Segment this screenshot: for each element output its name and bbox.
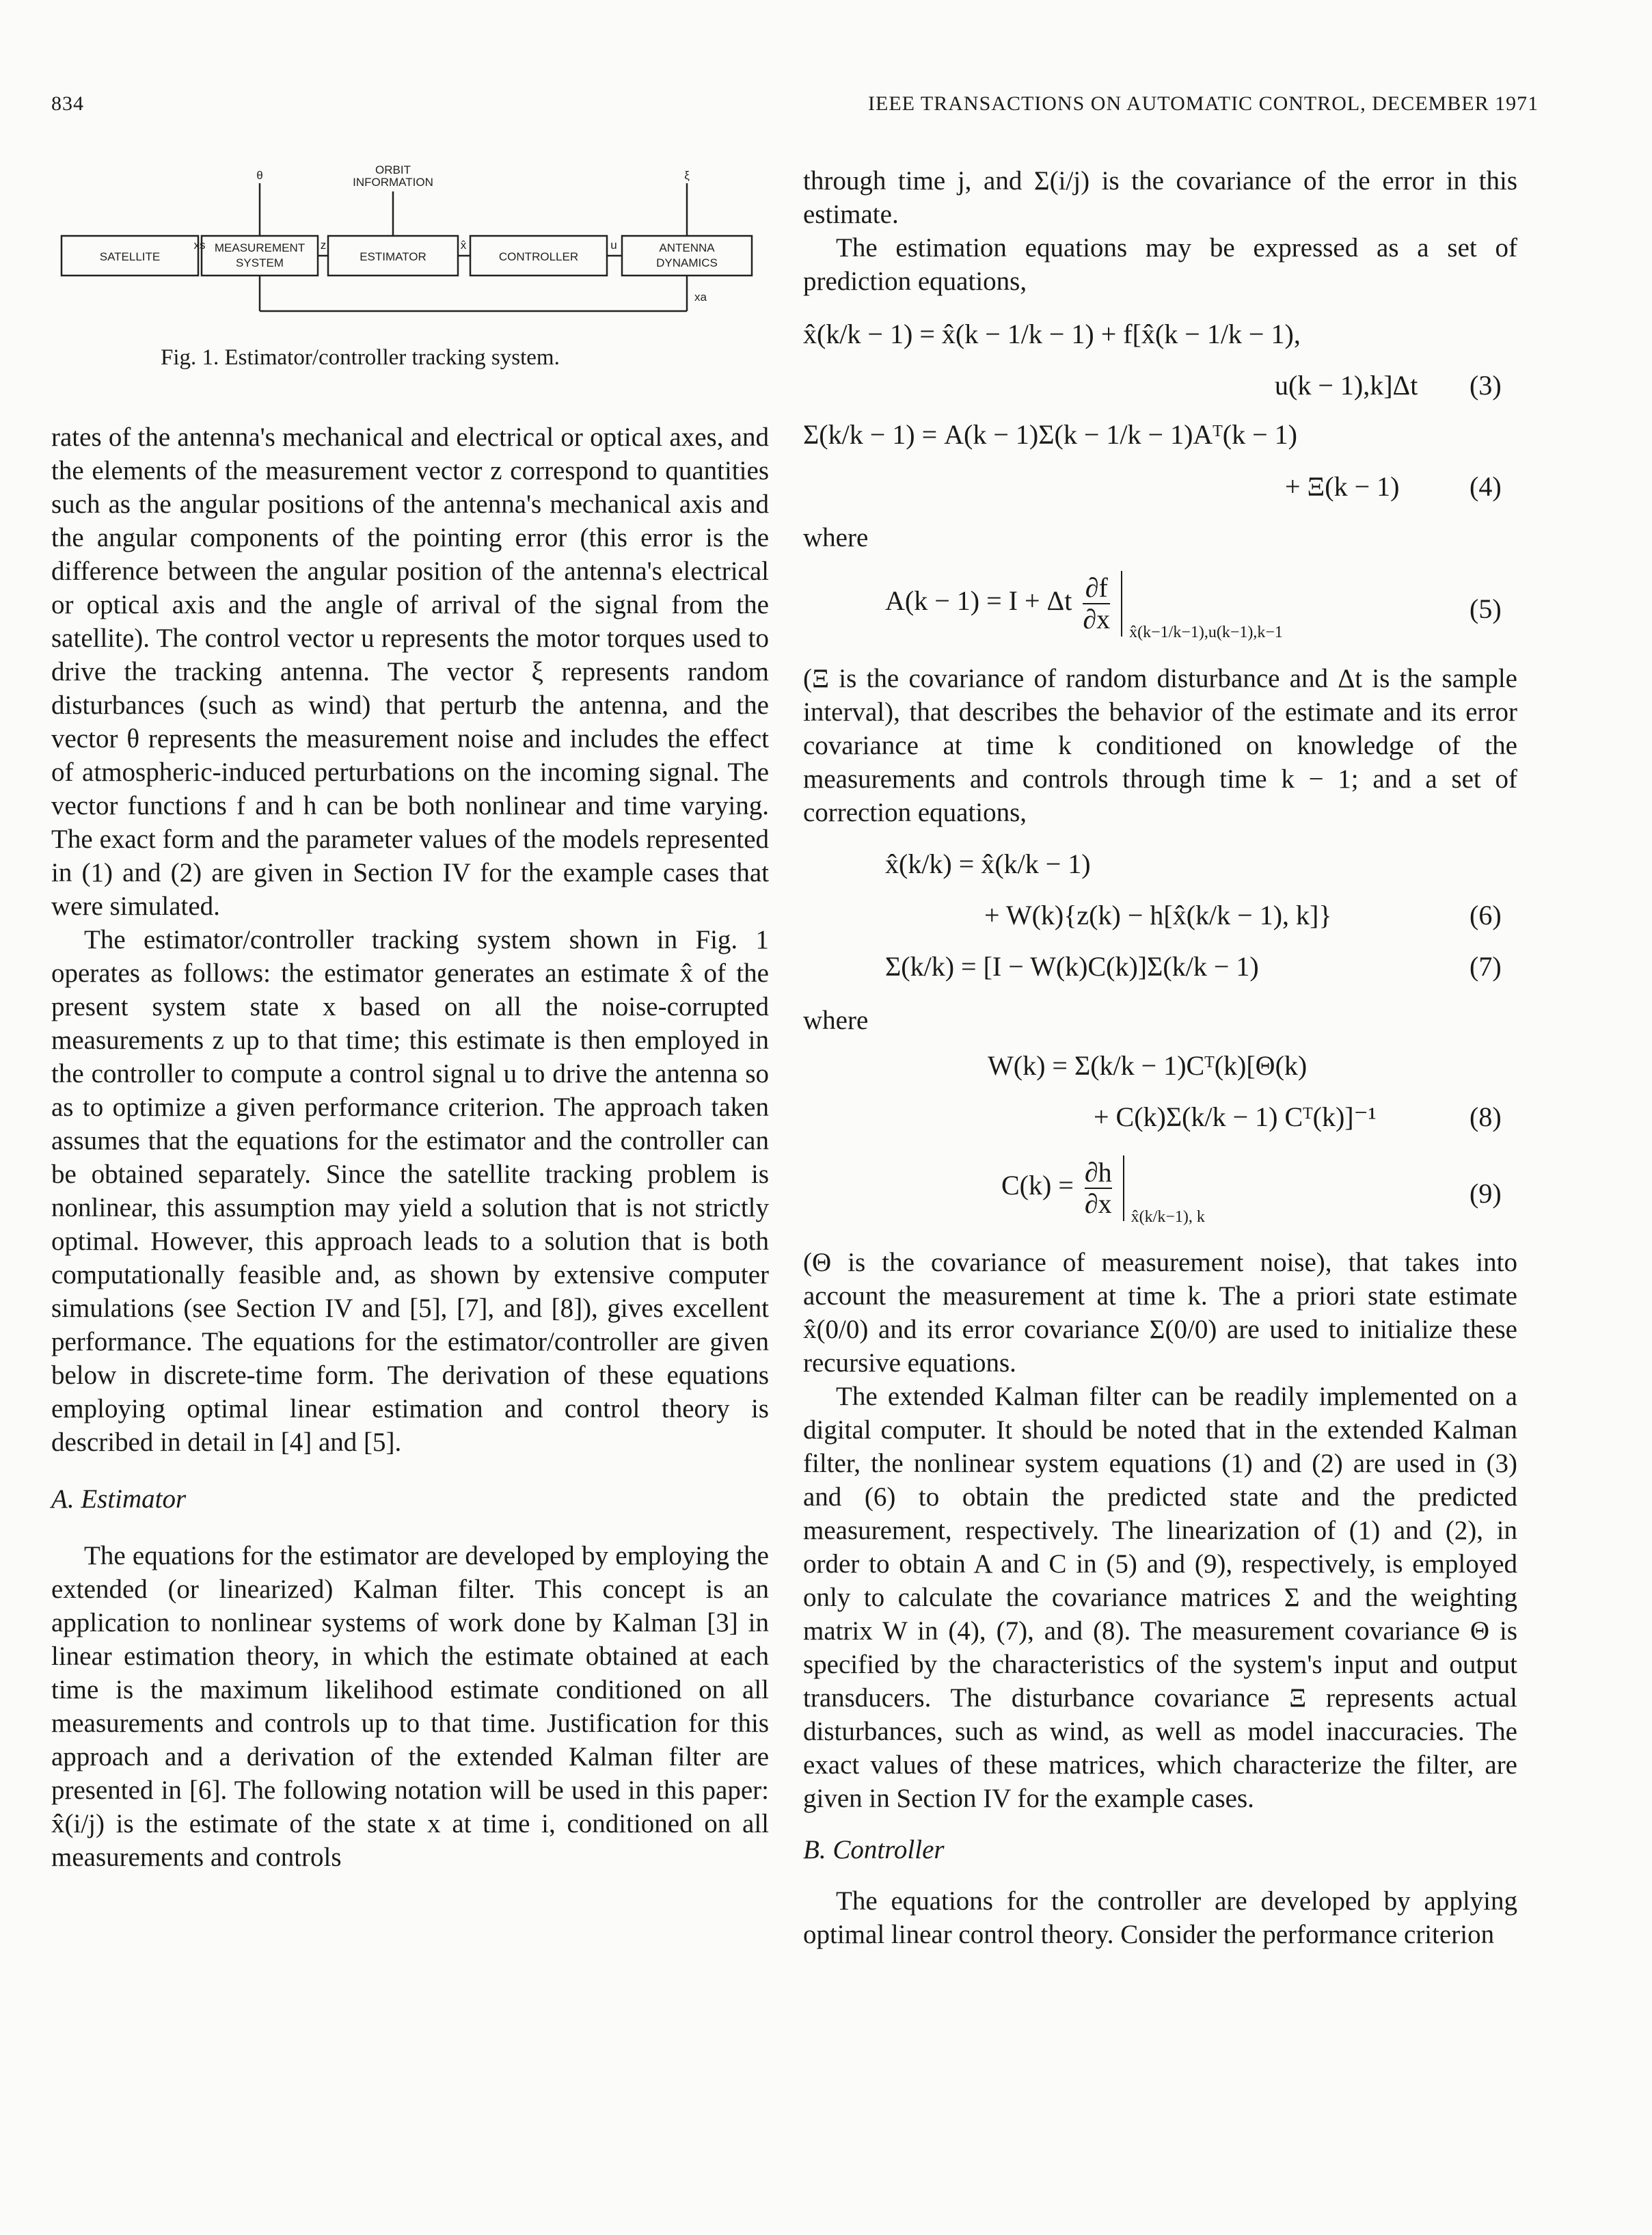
label-xa: xa — [694, 291, 707, 304]
equation-4-number: (4) — [1470, 471, 1502, 502]
equation-9-number: (9) — [1470, 1178, 1502, 1209]
equation-7-number: (7) — [1470, 951, 1502, 982]
equation-5-derivative — [1083, 573, 1110, 634]
label-xs: xs — [193, 239, 206, 252]
equation-5 — [885, 571, 1283, 642]
right-column-bottom — [803, 1246, 1517, 1951]
equation-5-number: (5) — [1470, 593, 1502, 624]
figure-caption: Fig. 1. Estimator/controller tracking system. — [161, 345, 560, 370]
right-paragraph-2: The estimation equations may be expressed as a set of prediction equations, — [803, 233, 1517, 296]
equation-7: Σ(k/k) = [I − W(k)C(k)]Σ(k/k − 1) — [885, 951, 1259, 982]
block-measurement-1: MEASUREMENT — [214, 241, 306, 254]
block-antenna-2: DYNAMICS — [656, 256, 718, 269]
left-paragraph-2: The estimator/controller tracking system shown in Fig. 1 operates as follows: the estimator generates an estimate x̂ of the present system state x based on all the noise-corrupted measurements z up to that time; this estimate is then employed in the controller to compute a control signal u to drive the antenna so as to optimize a given performance criterion. The approach taken assumes that the equations for the estimator and the controller can be obtained separately. Since the satellite tracking problem is nonlinear, this assumption may yield a solution that is not strictly optimal. However, this approach leads to a solution that is both computationally feasible and, as shown by extensive computer simulations (see Section IV and [5], [7], and [8]), gives excellent performance. The equations for the estimator/controller are given below in discrete-time form. The derivation of these equations employing optimal linear estimation and control theory is described in detail in [4] and [5]. — [51, 925, 769, 1457]
section-heading-b: B. Controller — [803, 1835, 945, 1864]
equation-6-number: (6) — [1470, 900, 1502, 931]
equation-5-lhs: A(k − 1) = I + Δt — [885, 585, 1072, 617]
equation-9 — [1001, 1155, 1205, 1227]
equation-8-line-2: + C(k)Σ(k/k − 1) Cᵀ(k)]⁻¹ — [1094, 1101, 1377, 1132]
right-paragraph-4: (Θ is the covariance of measurement noise), that takes into account the measurement at time k. The a priori state estimate x̂(0/0) and its error covariance Σ(0/0) are used to initialize these recursive equations. — [803, 1248, 1517, 1378]
equation-5-numerator: ∂f — [1083, 573, 1110, 604]
label-theta: θ — [256, 169, 263, 182]
equation-9-denominator: ∂x — [1084, 1188, 1112, 1219]
equation-6-line-2: + W(k){z(k) − h[x̂(k/k − 1), k]} — [984, 900, 1332, 931]
equation-9-lhs: C(k) = — [1001, 1170, 1074, 1201]
label-orbit-1: ORBIT — [375, 164, 411, 176]
equation-3-line-2: u(k − 1),k]Δt — [1275, 370, 1418, 401]
right-paragraph-3: (Ξ is the covariance of random disturbance and Δt is the sample interval), that describes the behavior of the estimate and its error covariance at time k conditioned on knowledge of the measurements and controls through time k − 1; and a set of correction equations, — [803, 664, 1517, 827]
left-paragraph-3: The equations for the estimator are developed by employing the extended (or linearized) Kalman filter. This concept is an application to nonlinear systems of work done by Kalman [3] in linear estimation theory, in which the estimate obtained at each time is the maximum likelihood estimate conditioned on all measurements and controls up to that time. Justification for this approach and a derivation of the extended Kalman filter are presented in [6]. The following notation will be used in this paper: x̂(i/j) is the estimate of the state x at time i, conditioned on all measurements and controls — [51, 1541, 769, 1872]
right-paragraph-5: The extended Kalman filter can be readily implemented on a digital computer. It should be noted that in the extended Kalman filter, the nonlinear system equations (1) and (2) are used in (3) and (6) to obtain the predicted state and the predicted measurement, respectively. The linearization of (1) and (2), in order to obtain A and C in (5) and (9), respectively, is employed only to calculate the covariance matrices Σ and the weighting matrix W in (4), (7), and (8). The measurement covariance Θ is specified by the characteristics of the system's input and output transducers. The disturbance covariance Ξ represents actual disturbances, such as wind, as well as model inaccuracies. The exact values of these matrices, which characterize the filter, are given in Section IV for the example cases. — [803, 1382, 1517, 1813]
right-column-top — [803, 164, 1517, 298]
right-paragraph-6: The equations for the controller are developed by applying optimal linear control theory. Consider the performance criterion — [803, 1886, 1517, 1949]
right-paragraph-1: through time j, and Σ(i/j) is the covariance of the error in this estimate. — [803, 166, 1517, 229]
equation-4-line-2: + Ξ(k − 1) — [1285, 471, 1400, 502]
where-label-2: where — [803, 1006, 869, 1035]
left-column — [51, 420, 769, 1874]
label-xhat: x̂ — [460, 239, 467, 252]
section-heading-a: A. Estimator — [51, 1484, 187, 1514]
page-number: 834 — [51, 92, 84, 115]
label-u: u — [610, 239, 617, 252]
equation-4-line-1: Σ(k/k − 1) = A(k − 1)Σ(k − 1/k − 1)Aᵀ(k − 1) — [803, 419, 1297, 450]
equation-3-line-1: x̂(k/k − 1) = x̂(k − 1/k − 1) + f[x̂(k − 1/k − 1), — [803, 319, 1301, 349]
label-orbit-2: INFORMATION — [353, 176, 433, 189]
block-antenna-1: ANTENNA — [659, 241, 715, 254]
equation-5-evaluation: x̂(k−1/k−1),u(k−1),k−1 — [1129, 624, 1283, 642]
left-paragraph-1: rates of the antenna's mechanical and electrical or optical axes, and the elements of the measurement vector z correspond to quantities such as the angular positions of the antenna's mechanical axis and the angular components of the pointing error (this error is the difference between the angular position of the antenna's electrical or optical axis and the angle of arrival of the signal from the satellite). The control vector u represents the motor torques used to drive the tracking antenna. The vector ξ represents random disturbances (such as wind) that perturb the antenna, and the vector θ represents the measurement noise and includes the effect of atmospheric-induced perturbations on the incoming signal. The vector functions f and h can be both nonlinear and time varying. The exact form and the parameter values of the models represented in (1) and (2) are given in Section IV for the example cases that were simulated. — [51, 423, 769, 921]
label-z: z — [320, 239, 327, 252]
equation-6-line-1: x̂(k/k) = x̂(k/k − 1) — [885, 848, 1091, 879]
figure-1-diagram — [55, 164, 766, 321]
block-measurement-2: SYSTEM — [236, 256, 284, 269]
equation-3-number: (3) — [1470, 370, 1502, 401]
block-satellite: SATELLITE — [99, 250, 161, 263]
equation-8-number: (8) — [1470, 1101, 1502, 1132]
running-header: IEEE TRANSACTIONS ON AUTOMATIC CONTROL, DECEMBER 1971 — [868, 92, 1539, 115]
equation-8-line-1: W(k) = Σ(k/k − 1)Cᵀ(k)[Θ(k) — [988, 1050, 1308, 1081]
equation-5-denominator: ∂x — [1083, 604, 1111, 634]
equation-9-evaluation: x̂(k/k−1), k — [1130, 1208, 1205, 1227]
label-xi: ξ — [684, 169, 690, 182]
equation-9-derivative — [1085, 1157, 1112, 1219]
block-controller: CONTROLLER — [498, 250, 579, 263]
block-estimator: ESTIMATOR — [360, 250, 426, 263]
equation-9-numerator: ∂h — [1084, 1157, 1112, 1188]
where-label-1: where — [803, 523, 869, 552]
